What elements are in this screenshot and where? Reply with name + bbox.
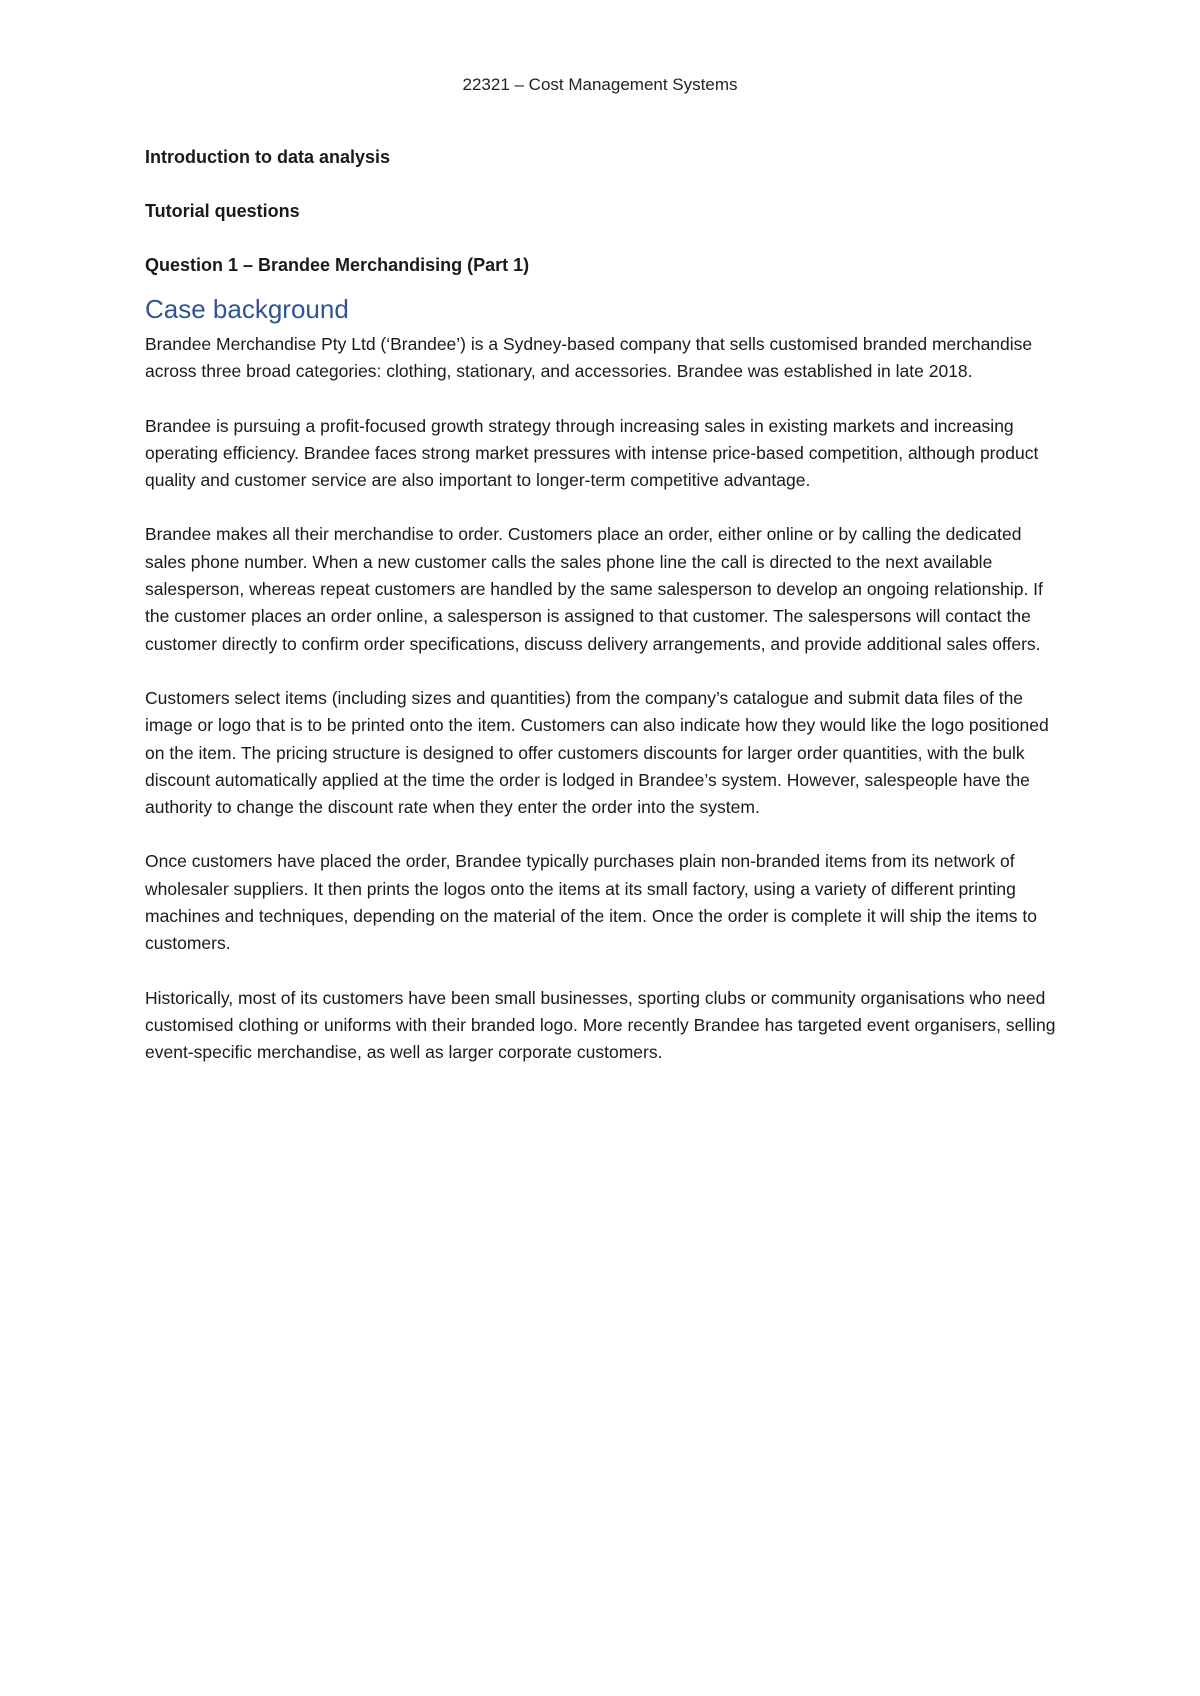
paragraph: Brandee Merchandise Pty Ltd (‘Brandee’) is a Sydney-based company that sells customised branded merchandise across three broad categories: clothing, stationary, and accessories. Brandee was established in late 2018. — [145, 334, 1033, 382]
paragraph: Once customers have placed the order, Brandee typically purchases plain non-branded items from its network of wholesaler suppliers. It then prints the logos onto the items at its small factory, using a variety of different printing machines and techniques, depending on the material of the item. Once the order is complete it will ship the items to customers. — [145, 851, 1038, 954]
paragraph: Brandee is pursuing a profit-focused growth strategy through increasing sales in existing markets and increasing operating efficiency. Brandee faces strong market pressures with intense price-based competition, although product quality and customer service are also important to longer-term competitive advantage. — [145, 415, 1039, 491]
heading-tutorial: Tutorial questions — [145, 201, 300, 221]
running-header: 22321 – Cost Management Systems — [462, 75, 738, 94]
paragraph: Brandee makes all their merchandise to order. Customers place an order, either online or by calling the dedicated sales phone number. When a new customer calls the sales phone line the call is directed to the next available salesperson, whereas repeat customers are handled by the same salesperson to develop an ongoing relationship. If the customer places an order online, a salesperson is assigned to that customer. The salespersons will contact the customer directly to confirm order specifications, discuss delivery arrangements, and provide additional sales offers. — [145, 524, 1043, 654]
section-title: Case background — [145, 294, 349, 324]
paragraph: Historically, most of its customers have been small businesses, sporting clubs or community organisations who need customised clothing or uniforms with their branded logo. More recently Brandee has targeted event organisers, selling event-specific merchandise, as well as larger corporate customers. — [145, 987, 1056, 1063]
document-body — [145, 145, 1065, 1094]
heading-intro: Introduction to data analysis — [145, 147, 391, 167]
heading-question: Question 1 – Brandee Merchandising (Part 1) — [145, 255, 530, 275]
paragraph: Customers select items (including sizes and quantities) from the company’s catalogue and submit data files of the image or logo that is to be printed onto the item. Customers can also indicate how they would like the logo positioned on the item. The pricing structure is designed to offer customers discounts for larger order quantities, with the bulk discount automatically applied at the time the order is lodged in Brandee’s system. However, salespeople have the authority to change the discount rate when they enter the order into the system. — [145, 687, 1049, 818]
